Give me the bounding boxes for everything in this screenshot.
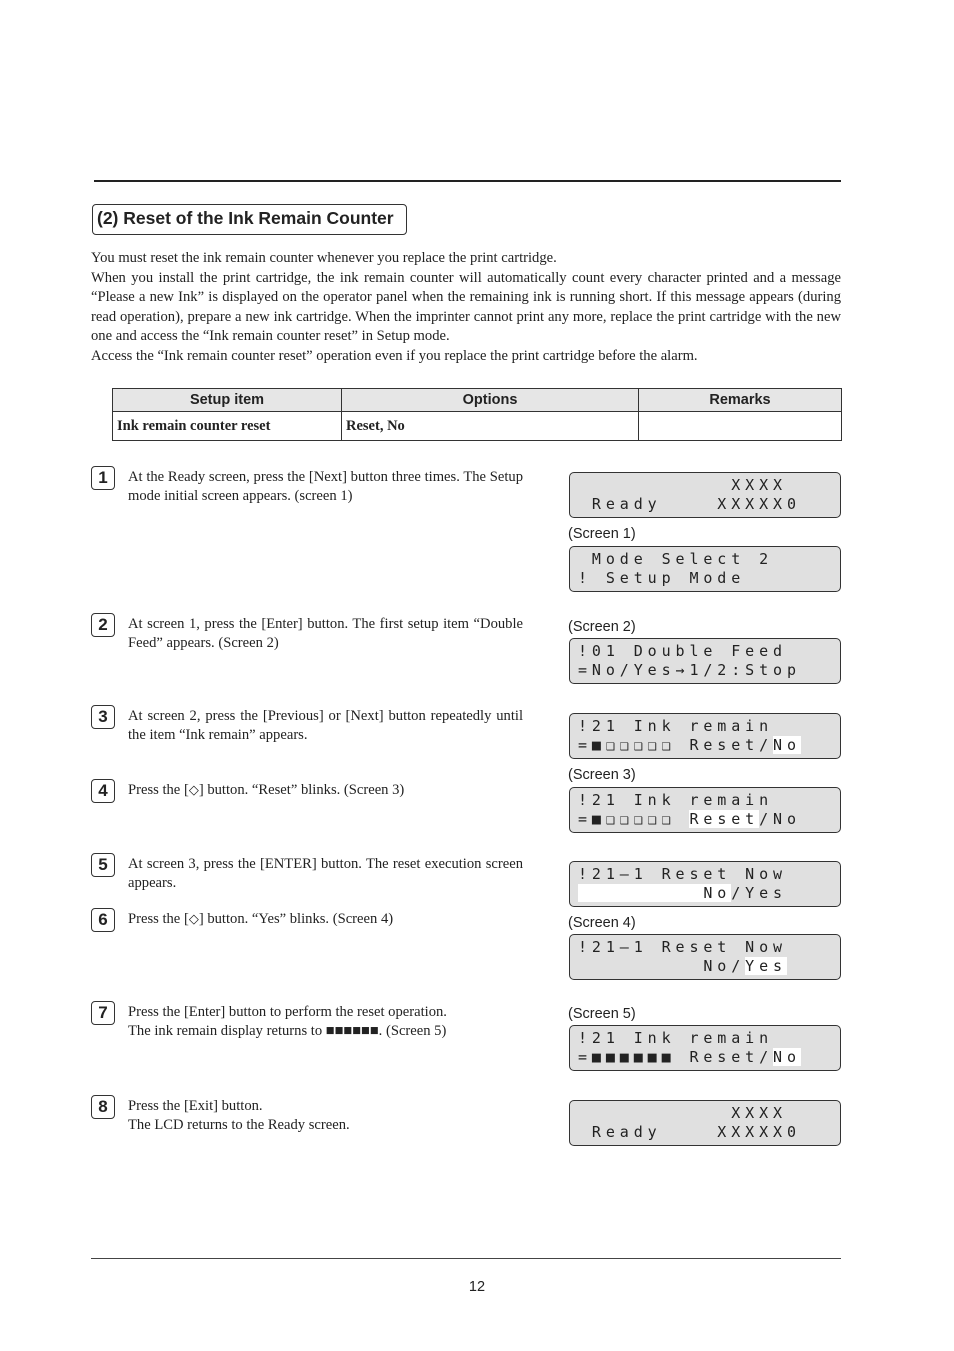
caption-screen-3: (Screen 3) — [568, 767, 636, 783]
lcd-line-1: !21–1 Reset Now — [578, 865, 787, 883]
table-row — [113, 412, 842, 441]
step-text-line-1: Press the [Exit] button. — [128, 1098, 263, 1114]
step-number: 2 — [91, 613, 115, 637]
diamond-button-icon: ◇ — [188, 911, 199, 926]
lcd-highlight-no: No — [773, 1048, 801, 1066]
lcd-highlight-reset: Reset — [689, 810, 760, 828]
cell-remarks — [639, 412, 842, 441]
lcd-screen-3 — [569, 787, 841, 833]
setup-table — [112, 388, 842, 441]
caption-screen-1: (Screen 1) — [568, 526, 636, 542]
lcd-line-2 — [578, 957, 834, 976]
lcd-line-1: XXXX — [578, 476, 787, 494]
lcd-line-2 — [578, 736, 834, 755]
lcd-line-2 — [578, 1048, 834, 1067]
step-text-pre: Press the [ — [128, 911, 189, 927]
lcd-text: =■■■■■■ Reset/ — [578, 1048, 774, 1066]
intro-paragraph-2: When you install the print cartridge, the ink remain counter will automatically count every character printed and a message “Please a new Ink” is displayed on the operator panel when the remaining ink is running short. If this message appears (during read operation), prepare a new ink cartridge. When the imprinter cannot print any more, replace the print cartridge with the new one and access the “Ink remain counter reset” in Setup mode. — [91, 269, 841, 344]
step-text-post: ] button. “Reset” blinks. (Screen 3) — [198, 782, 405, 798]
cell-options: Reset, No — [342, 412, 639, 441]
lcd-screen-2 — [569, 638, 841, 684]
lcd-line-1: XXXX — [578, 1104, 787, 1122]
page-number: 12 — [468, 1279, 486, 1295]
lcd-line-1: !21–1 Reset Now — [578, 938, 787, 956]
intro-text — [91, 249, 841, 366]
intro-paragraph-3: Access the “Ink remain counter reset” operation even if you replace the print cartridge before the alarm. — [91, 347, 698, 364]
caption-screen-5: (Screen 5) — [568, 1006, 636, 1022]
lcd-ready-initial — [569, 472, 841, 518]
ink-level-squares: ■■■■■■ — [325, 1022, 379, 1039]
lcd-line-1: !01 Double Feed — [578, 642, 787, 660]
lcd-highlight-no: No — [773, 736, 801, 754]
step-text-post: ] button. “Yes” blinks. (Screen 4) — [198, 911, 394, 927]
lcd-line-2: ! Setup Mode — [578, 569, 746, 587]
step-text-pre: Press the [ — [128, 782, 189, 798]
lcd-screen-4 — [569, 934, 841, 980]
step-text — [128, 781, 523, 800]
step-text — [128, 910, 523, 929]
header-rule — [94, 180, 841, 182]
lcd-ink-remain — [569, 713, 841, 759]
intro-paragraph-1: You must reset the ink remain counter whenever you replace the print cartridge. — [91, 250, 557, 266]
step-text-post: . (Screen 5) — [378, 1022, 447, 1039]
step-number: 5 — [91, 853, 115, 877]
lcd-text: =■❑❑❑❑❑ — [578, 810, 690, 828]
step-number: 8 — [91, 1095, 115, 1119]
lcd-screen-5 — [569, 1025, 841, 1071]
table-header-row — [113, 389, 842, 412]
caption-screen-4: (Screen 4) — [568, 915, 636, 931]
lcd-screen-1 — [569, 546, 841, 592]
step-number: 6 — [91, 908, 115, 932]
lcd-reset-now — [569, 861, 841, 907]
step-text-line-1: Press the [Enter] button to perform the reset operation. — [128, 1004, 447, 1020]
step-number: 7 — [91, 1001, 115, 1025]
lcd-line-1: !21 Ink remain — [578, 717, 774, 735]
lcd-line-1: !21 Ink remain — [578, 1029, 774, 1047]
caption-screen-2: (Screen 2) — [568, 619, 636, 635]
step-number: 4 — [91, 779, 115, 803]
lcd-highlight-yes: Yes — [745, 957, 787, 975]
lcd-text: =■❑❑❑❑❑ Reset/ — [578, 736, 774, 754]
lcd-line-2: =No/Yes→1/2:Stop — [578, 661, 801, 679]
step-text: At screen 3, press the [ENTER] button. The reset execution screen appears. — [128, 856, 523, 891]
lcd-line-2 — [578, 884, 834, 903]
lcd-line-2 — [578, 810, 834, 829]
lcd-line-1: !21 Ink remain — [578, 791, 774, 809]
header-options: Options — [342, 389, 639, 412]
step-number: 1 — [91, 466, 115, 490]
lcd-text: No/ — [578, 957, 746, 975]
step-number: 3 — [91, 705, 115, 729]
lcd-line-2: Ready XXXXX0 — [578, 1123, 801, 1141]
lcd-text: /No — [759, 810, 801, 828]
step-text-line-2 — [128, 1022, 523, 1041]
header-setup-item: Setup item — [113, 389, 342, 412]
step-text: At the Ready screen, press the [Next] button three times. The Setup mode initial screen appears. (screen 1) — [128, 469, 523, 504]
lcd-highlight-no: No — [578, 884, 732, 902]
lcd-ready-final — [569, 1100, 841, 1146]
step-text: At screen 2, press the [Previous] or [Next] button repeatedly until the item “Ink remain” appears. — [128, 708, 523, 743]
header-remarks: Remarks — [639, 389, 842, 412]
section-title: (2) Reset of the Ink Remain Counter — [92, 204, 407, 235]
cell-setup-item: Ink remain counter reset — [113, 412, 342, 441]
lcd-text: /Yes — [731, 884, 787, 902]
diamond-button-icon: ◇ — [188, 782, 199, 797]
step-text: At screen 1, press the [Enter] button. The first setup item “Double Feed” appears. (Screen 2) — [128, 616, 523, 651]
step-text-pre: The ink remain display returns to — [128, 1022, 326, 1039]
step-text-line-2: The LCD returns to the Ready screen. — [128, 1116, 350, 1133]
footer-rule — [91, 1258, 841, 1259]
lcd-line-1: Mode Select 2 — [578, 550, 774, 568]
lcd-line-2: Ready XXXXX0 — [578, 495, 801, 513]
